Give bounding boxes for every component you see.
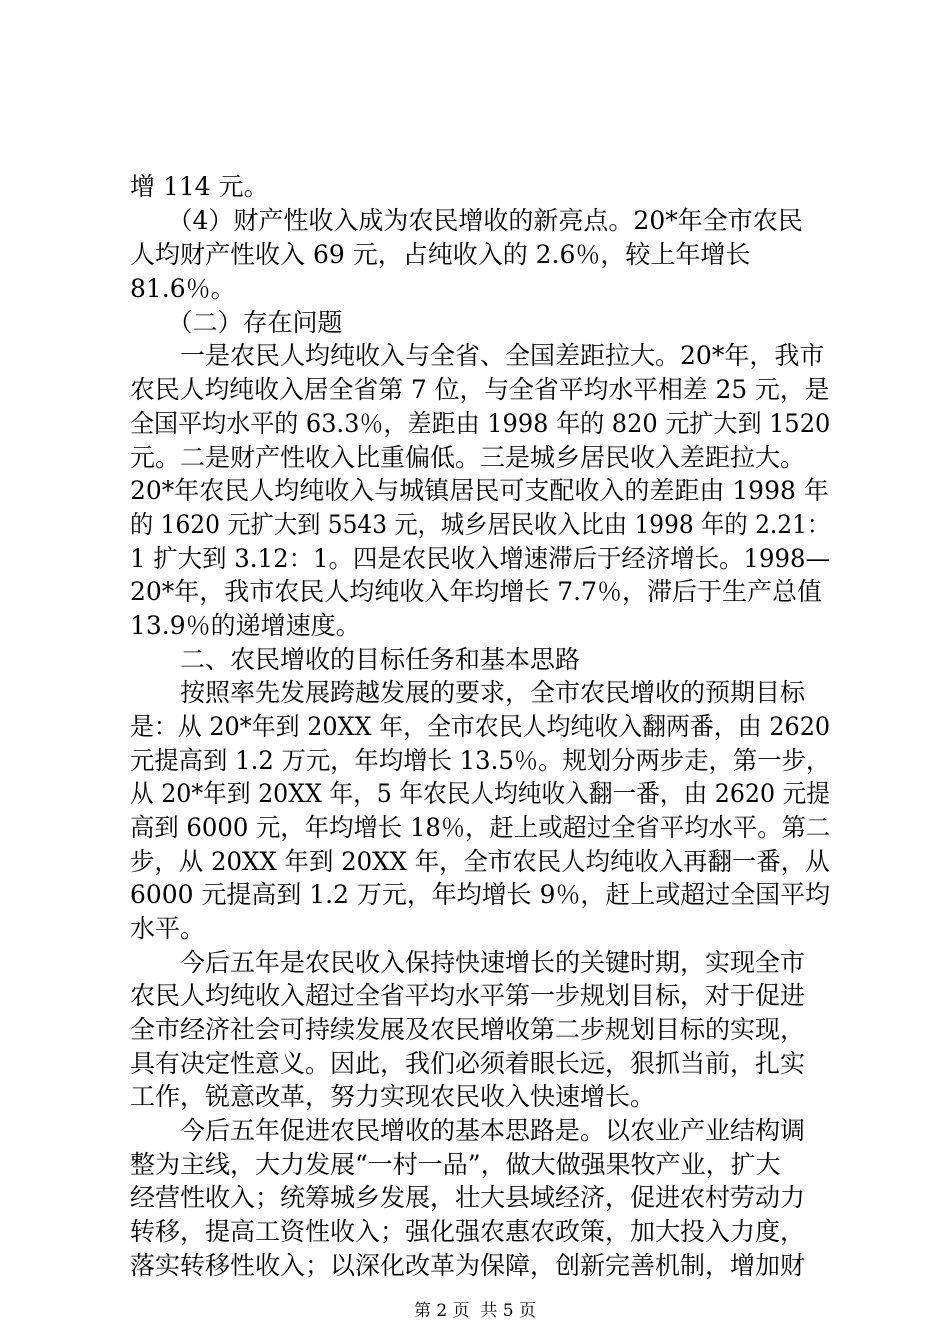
body-text-line: 按照率先发展跨越发展的要求，全市农民增收的预期目标	[130, 678, 806, 707]
body-text-line: （4）财产性收入成为农民增收的新亮点。20*年全市农民	[130, 206, 803, 235]
body-text-line: 6000 元提高到 1.2 万元，年均增长 9％，赶上或超过全国平均	[130, 880, 831, 909]
body-text-line: 步，从 20XX 年到 20XX 年，全市农民人均纯收入再翻一番，从	[130, 847, 830, 876]
body-text-line: 今后五年是农民收入保持快速增长的关键时期，实现全市	[130, 948, 806, 977]
body-text-line: 一是农民人均纯收入与全省、全国差距拉大。20*年，我市	[130, 341, 825, 370]
body-text-line: 人均财产性收入 69 元，占纯收入的 2.6％，较上年增长	[130, 240, 751, 269]
section-heading: （二）存在问题	[130, 308, 343, 337]
body-text-line: 高到 6000 元，年均增长 18％，赶上或超过全省平均水平。第二	[130, 813, 831, 842]
body-text-line: 农民人均纯收入超过全省平均水平第一步规划目标，对于促进	[130, 981, 806, 1010]
body-text-line: 81.6％。	[130, 274, 236, 303]
body-text-line: 工作，锐意改革，努力实现农民收入快速增长。	[130, 1082, 656, 1111]
body-text-line: 具有决定性意义。因此，我们必须着眼长远，狠抓当前，扎实	[130, 1049, 806, 1078]
body-text-line: 13.9％的递增速度。	[130, 611, 361, 640]
body-text-line: 的 1620 元扩大到 5543 元，城乡居民收入比由 1998 年的 2.21：	[130, 510, 831, 539]
body-text-line: 农民人均纯收入居全省第 7 位，与全省平均水平相差 25 元，是	[130, 375, 830, 404]
body-text-line: 水平。	[130, 914, 206, 943]
body-text-line: 全市经济社会可持续发展及农民增收第二步规划目标的实现，	[130, 1015, 806, 1044]
body-text-line: 20*年农民人均纯收入与城镇居民可支配收入的差距由 1998 年	[130, 476, 829, 505]
body-text-line: 全国平均水平的 63.3％，差距由 1998 年的 820 元扩大到 1520	[130, 409, 831, 438]
body-text-line: 是：从 20*年到 20XX 年，全市农民人均纯收入翻两番，由 2620	[130, 712, 831, 741]
body-text-line: 整为主线，大力发展“一村一品”，做大做强果牧产业，扩大	[130, 1150, 781, 1179]
body-text-line: 转移，提高工资性收入；强化强农惠农政策，加大投入力度，	[130, 1217, 806, 1246]
body-text-line: 经营性收入；统筹城乡发展，壮大县域经济，促进农村劳动力	[130, 1183, 806, 1212]
body-text-line: 元提高到 1.2 万元，年均增长 13.5％。规划分两步走，第一步，	[130, 746, 831, 775]
page-number-footer: 第 2 页 共 5 页	[413, 1301, 537, 1321]
body-text-line: 今后五年促进农民增收的基本思路是。以农业产业结构调	[130, 1116, 806, 1145]
body-text-line: 增 114 元。	[130, 172, 269, 201]
body-text-line: 从 20*年到 20XX 年，5 年农民人均纯收入翻一番，由 2620 元提	[130, 779, 830, 808]
section-heading: 二、农民增收的目标任务和基本思路	[130, 645, 581, 674]
body-text-line: 20*年，我市农民人均纯收入年均增长 7.7％，滞后于生产总值	[130, 577, 823, 606]
body-text-line: 落实转移性收入；以深化改革为保障，创新完善机制，增加财	[130, 1251, 806, 1280]
body-text-line: 1 扩大到 3.12：1。四是农民收入增速滞后于经济增长。1998—	[130, 544, 830, 573]
body-text-line: 元。二是财产性收入比重偏低。三是城乡居民收入差距拉大。	[130, 443, 806, 472]
